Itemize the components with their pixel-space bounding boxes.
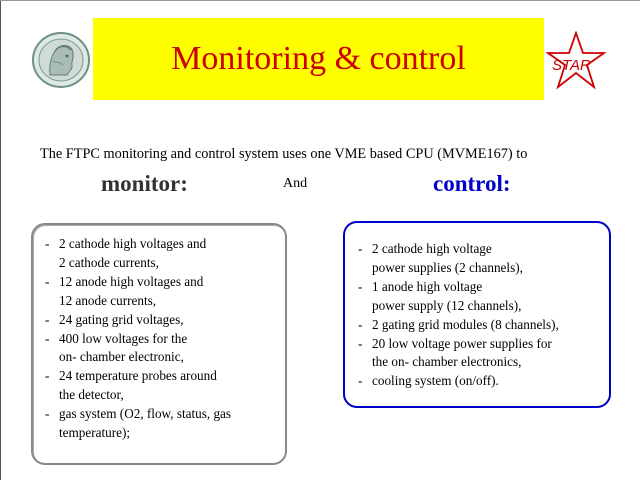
list-item: - 24 temperature probes around the detector, (45, 368, 217, 403)
control-list (358, 240, 608, 391)
list-item: - 2 gating grid modules (8 channels), (358, 316, 559, 332)
slide-title: Monitoring & control (171, 40, 466, 77)
list-item: - 2 cathode high voltage power supplies (2 channels), (358, 241, 523, 275)
list-item: - gas system (O2, flow, status, gas temperature); (45, 406, 232, 441)
list-item: - 12 anode high voltages and 12 anode currents, (45, 273, 204, 308)
list-item: - 400 low voltages for the on- chamber electronic, (45, 330, 188, 365)
monitor-list (45, 235, 285, 443)
list-item: - cooling system (on/off). (358, 373, 499, 389)
and-text: And (283, 176, 308, 191)
title-banner (93, 18, 544, 100)
seal-emblem-icon (31, 31, 91, 89)
monitor-heading: monitor: (101, 171, 188, 196)
slide-frame-left (0, 0, 1, 480)
list-item: - 24 gating grid voltages, (45, 311, 184, 327)
control-heading: control: (433, 171, 511, 196)
list-item: - 1 anode high voltage power supply (12 channels), (358, 278, 522, 313)
slide-frame-top (0, 0, 640, 1)
list-item: - 2 cathode high voltages and 2 cathode currents, (45, 236, 207, 270)
intro-text: The FTPC monitoring and control system uses one VME based CPU (MVME167) to (40, 146, 528, 162)
list-item: - 20 low voltage power supplies for the on- chamber electronics, (358, 335, 552, 370)
star-logo-icon (546, 31, 612, 91)
star-logo-text: STAR (552, 57, 591, 74)
